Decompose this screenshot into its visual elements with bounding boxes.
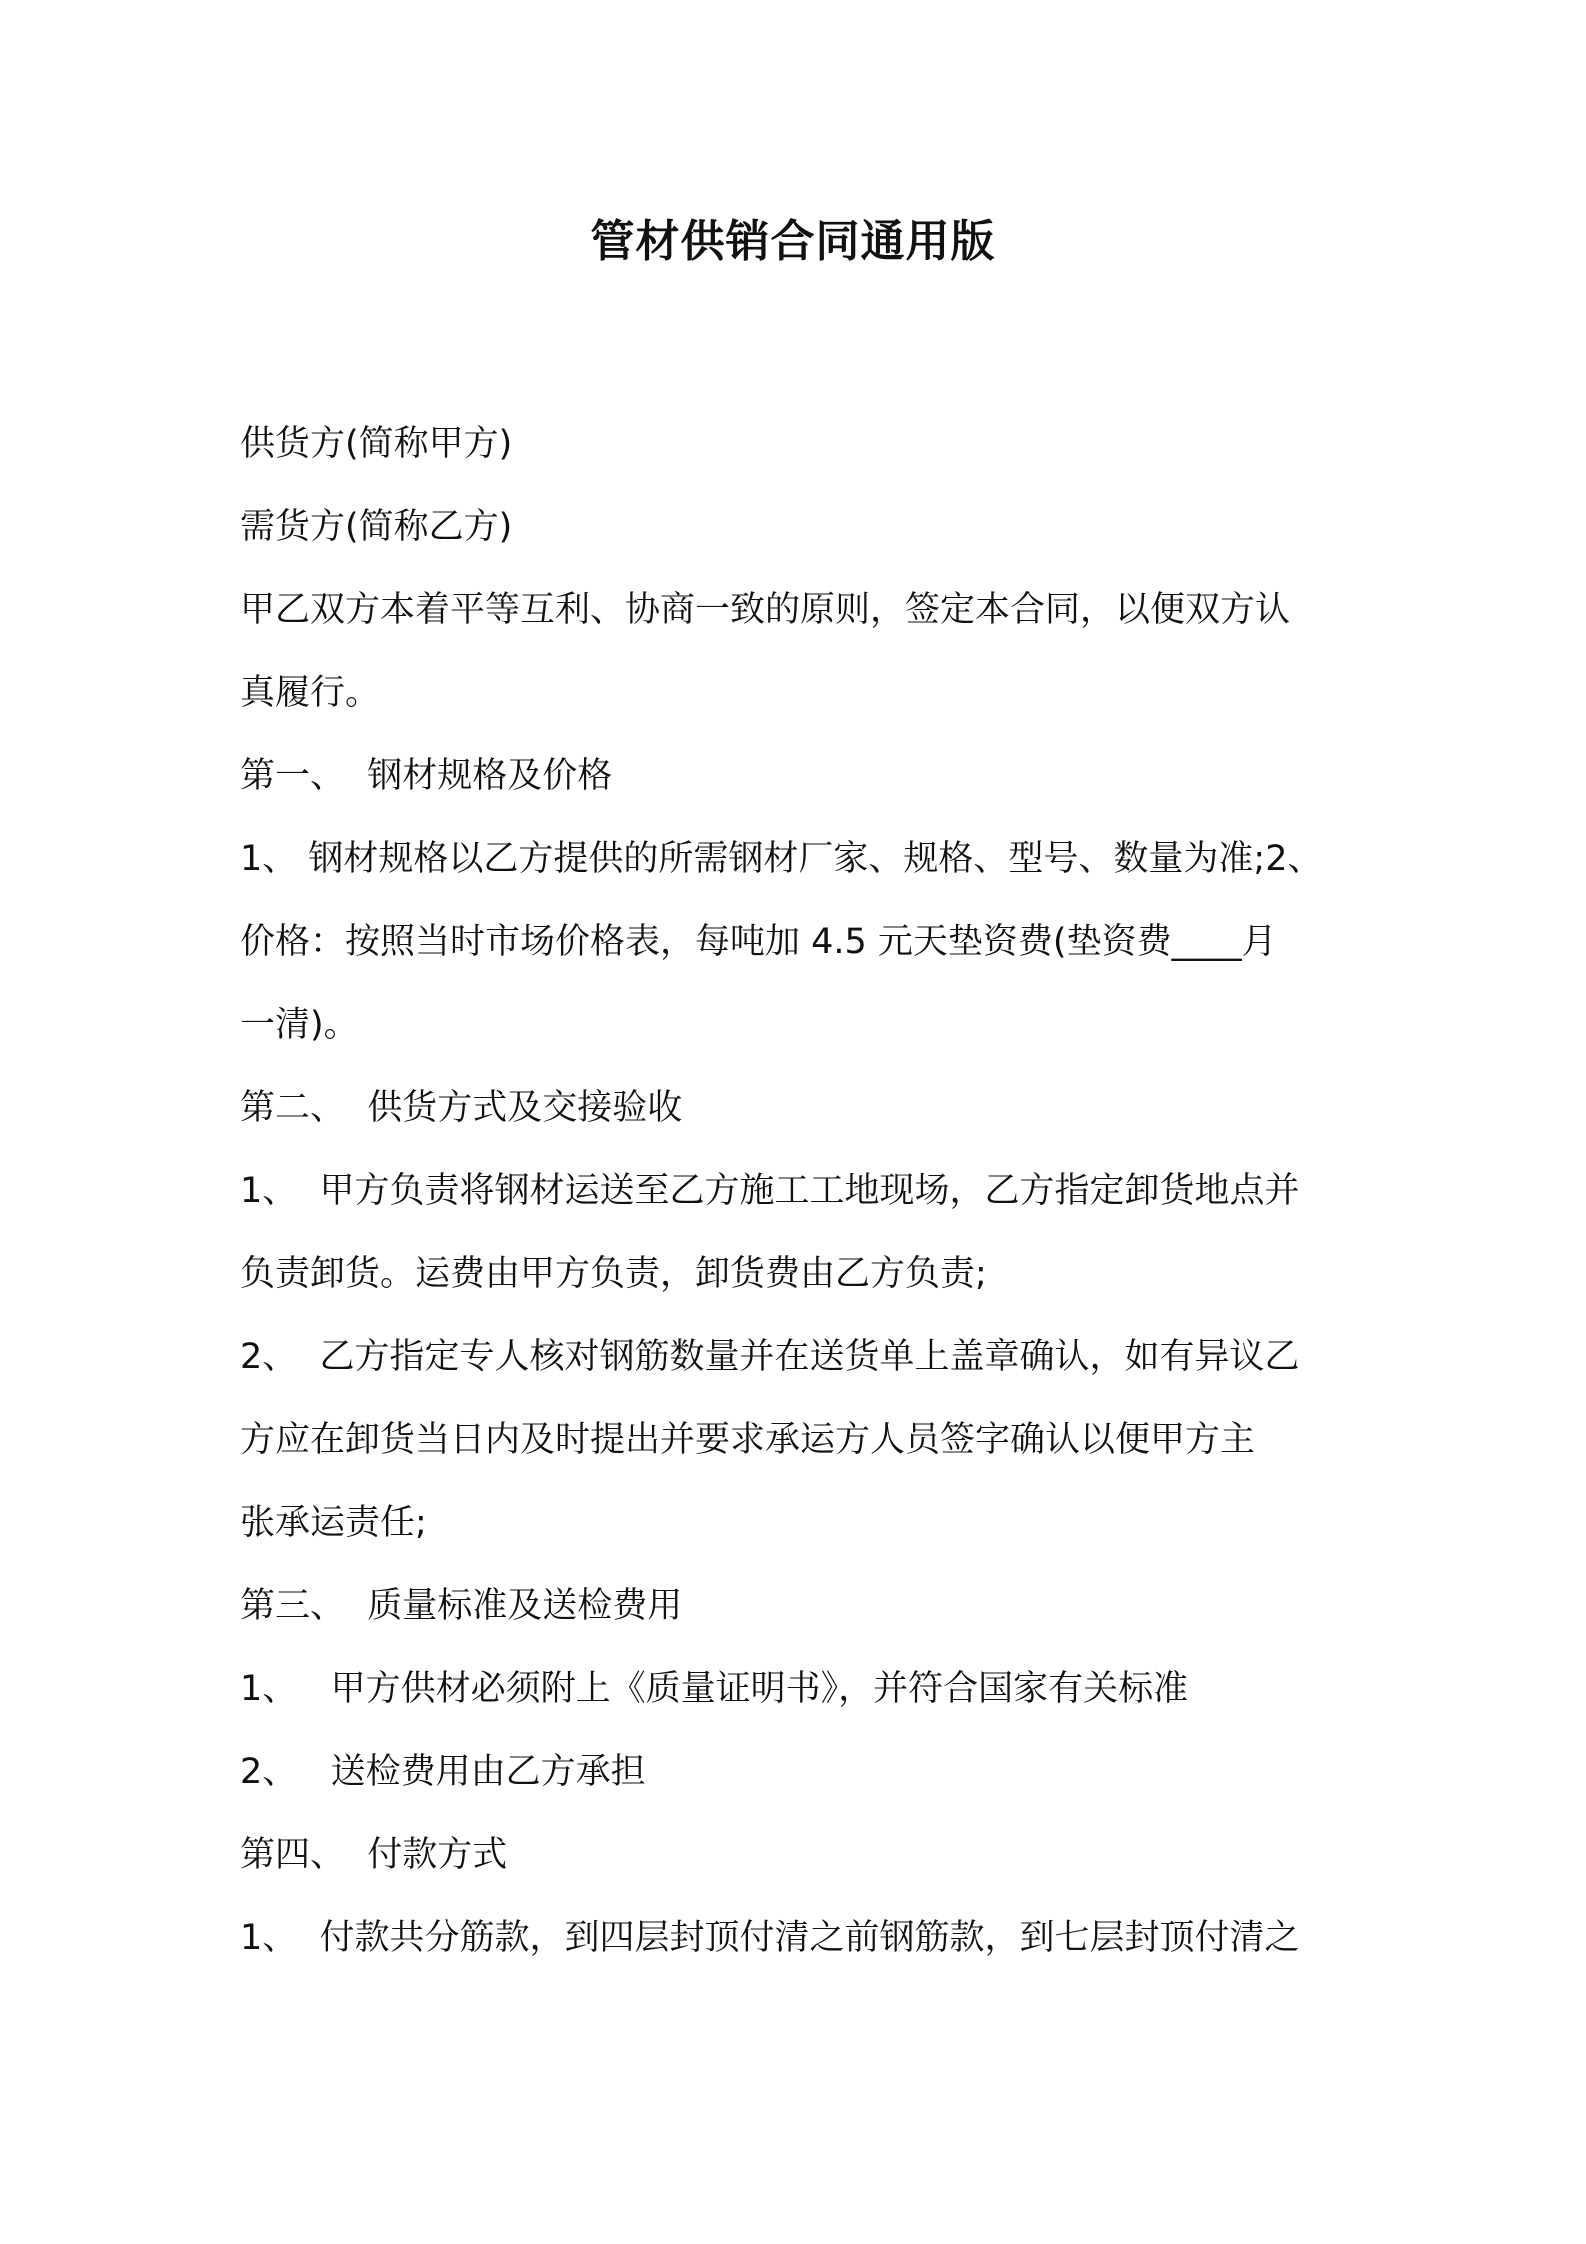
paragraph-line: 2、 送检费用由乙方承担 bbox=[240, 1752, 646, 1792]
paragraph-line: 需货方(简称乙方) bbox=[240, 507, 513, 547]
paragraph-line: 1、 甲方负责将钢材运送至乙方施工工地现场，乙方指定卸货地点并 bbox=[240, 1171, 1300, 1211]
paragraph-line: 方应在卸货当日内及时提出并要求承运方人员签字确认以便甲方主 bbox=[240, 1420, 1256, 1460]
paragraph-line: 1、 钢材规格以乙方提供的所需钢材厂家、规格、型号、数量为准;2、 bbox=[240, 839, 1323, 879]
paragraph-line: 1、 甲方供材必须附上《质量证明书》，并符合国家有关标准 bbox=[240, 1669, 1189, 1709]
paragraph-line: 2、 乙方指定专人核对钢筋数量并在送货单上盖章确认，如有异议乙 bbox=[240, 1337, 1300, 1377]
section-heading: 第二、 供货方式及交接验收 bbox=[240, 1088, 683, 1128]
paragraph-line: 甲乙双方本着平等互利、协商一致的原则，签定本合同，以便双方认 bbox=[240, 590, 1291, 630]
section-heading: 第三、 质量标准及送检费用 bbox=[240, 1586, 683, 1626]
document-body bbox=[240, 403, 1352, 1980]
paragraph-line: 供货方(简称甲方) bbox=[240, 424, 513, 464]
section-heading: 第四、 付款方式 bbox=[240, 1835, 508, 1875]
document-title: 管材供销合同通用版 bbox=[590, 216, 996, 267]
paragraph-line: 价格：按照当时市场价格表，每吨加 4.5 元天垫资费(垫资费____月 bbox=[240, 922, 1277, 962]
paragraph-line: 一清)。 bbox=[240, 1005, 359, 1045]
paragraph-line: 1、 付款共分筋款，到四层封顶付清之前钢筋款，到七层封顶付清之 bbox=[240, 1918, 1300, 1958]
section-heading: 第一、 钢材规格及价格 bbox=[240, 756, 613, 796]
paragraph-line: 负责卸货。运费由甲方负责，卸货费由乙方负责; bbox=[240, 1254, 987, 1294]
paragraph-line: 张承运责任; bbox=[240, 1503, 427, 1543]
paragraph-line: 真履行。 bbox=[240, 673, 381, 713]
